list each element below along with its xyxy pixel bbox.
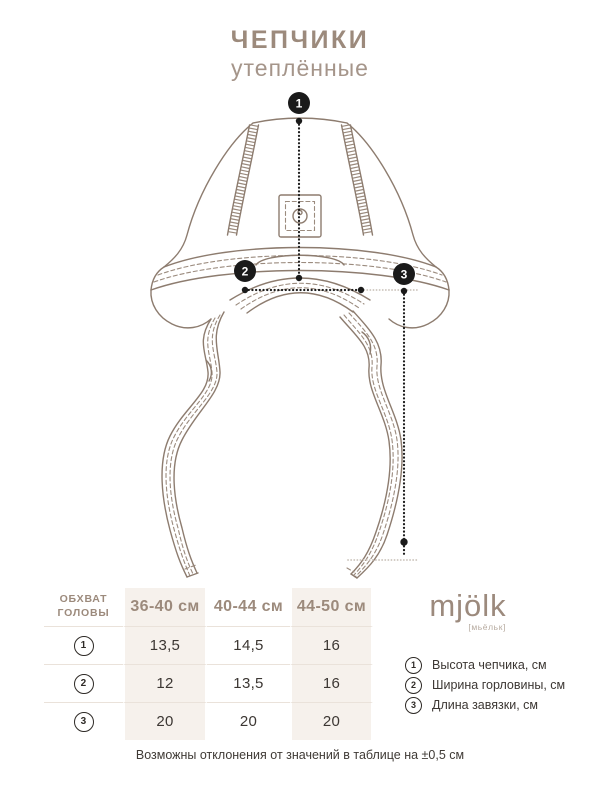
marker-3-badge — [393, 263, 415, 285]
table-row-marker-cell — [44, 702, 123, 740]
legend-circled-number-1: 1 — [405, 657, 422, 674]
page-title: ЧЕПЧИКИ — [230, 26, 370, 54]
table-cell: 16 — [290, 626, 373, 664]
marker-3-digit: 3 — [400, 267, 408, 282]
circled-number-1: 1 — [74, 636, 94, 656]
measure-line-height — [296, 118, 302, 281]
table-corner-header: ОБХВАТ ГОЛОВЫ — [57, 593, 110, 619]
brand-logo — [418, 590, 518, 632]
rib-band-right — [342, 125, 373, 235]
legend-item-tie-length — [405, 695, 565, 715]
marker-1-digit: 1 — [295, 96, 303, 111]
table-cell: 13,5 — [207, 664, 290, 702]
bonnet-outline — [164, 118, 436, 267]
rib-band-left — [228, 125, 259, 235]
marker-2-digit: 2 — [241, 264, 249, 279]
brand-logo-transliteration: [мьёльк] — [468, 622, 506, 632]
size-table — [44, 588, 374, 740]
circled-number-2: 2 — [74, 674, 94, 694]
table-cell: 13,5 — [123, 626, 207, 664]
marker-1-badge — [288, 92, 310, 114]
tie-left — [162, 312, 224, 577]
table-row-marker-cell — [44, 664, 123, 702]
legend-item-height — [405, 655, 565, 675]
table-col-header-40-44: 40-44 см — [213, 598, 284, 615]
legend-circled-number-2: 2 — [405, 677, 422, 694]
brand-logo-name: mjölk — [429, 588, 507, 623]
page-subtitle: утеплённые — [231, 55, 369, 81]
table-cell: 16 — [290, 664, 373, 702]
table-col-header-44-50: 44-50 см — [290, 588, 373, 626]
table-cell: 20 — [290, 702, 373, 740]
legend-label: Высота чепчика, см — [432, 658, 547, 672]
table-cell: 14,5 — [207, 626, 290, 664]
legend-item-neck-width — [405, 675, 565, 695]
label-patch — [279, 195, 321, 237]
table-cell: 20 — [123, 702, 207, 740]
table-col-header-36-40: 36-40 см — [123, 588, 207, 626]
neckline — [230, 278, 370, 313]
tie-right — [340, 311, 402, 578]
legend-label: Ширина горловины, см — [432, 678, 566, 692]
measurement-legend — [405, 655, 565, 715]
circled-number-3: 3 — [74, 712, 94, 732]
marker-2-badge — [234, 260, 256, 282]
legend-label: Длина завязки, см — [432, 698, 538, 712]
table-cell: 20 — [207, 702, 290, 740]
legend-circled-number-3: 3 — [405, 697, 422, 714]
table-cell: 12 — [123, 664, 207, 702]
table-row-marker-cell — [44, 626, 123, 664]
tolerance-note: Возможны отклонения от значений в таблице на ±0,5 см — [135, 748, 465, 762]
